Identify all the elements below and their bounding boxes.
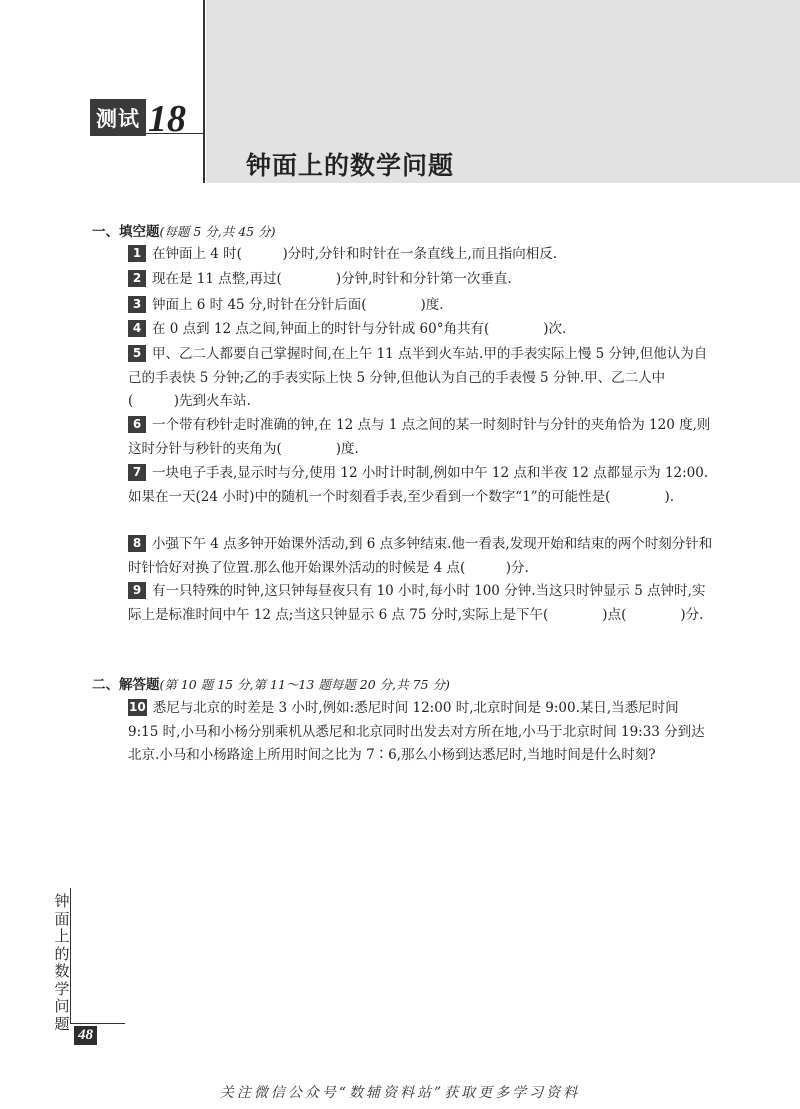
question-number: 3: [128, 296, 146, 313]
question-number: 8: [128, 535, 146, 552]
question-text: 钟面上 6 时 45 分,时针在分针后面( )度.: [152, 297, 444, 313]
question-number: 4: [128, 320, 146, 337]
question-number: 5: [128, 345, 146, 362]
page-title: 钟面上的数学问题: [246, 151, 455, 180]
question-2: [128, 268, 713, 292]
question-9: [128, 580, 713, 627]
question-text: 现在是 11 点整,再过( )分钟,时针和分针第一次垂直.: [152, 271, 512, 287]
section1-title: 一、填空题: [92, 224, 160, 240]
question-5: [128, 343, 713, 414]
question-8: [128, 533, 713, 580]
test-badge: [90, 100, 186, 138]
section2-note: (第 10 题 15 分,第 11～13 题每题 20 分,共 75 分): [159, 677, 450, 692]
question-6: [128, 414, 713, 461]
question-text: 一块电子手表,显示时与分,使用 12 小时计时制,例如中午 12 点和半夜 12 点都显示为 12:00.如果在一天(24 小时)中的随机一个时刻看手表,至少看到一个数字“1”的可能性是( ).: [128, 465, 709, 505]
test-number: 18: [148, 98, 186, 140]
question-text: 悉尼与北京的时差是 3 小时,例如:悉尼时间 12:00 时,北京时间是 9:00.某日,当悉尼时间 9:15 时,小马和小杨分别乘机从悉尼和北京同时出发去对方所在地,小马于北京时间 19:33 分到达北京.小马和小杨路途上所用时间之比为 7∶6,那么小杨到达悉尼时,当地时间是什么时刻?: [128, 700, 705, 763]
test-label: 测试: [90, 99, 146, 136]
section2-heading: [92, 673, 450, 693]
sidebar-divider-horizontal: [70, 1023, 125, 1024]
question-number: 1: [128, 245, 146, 262]
question-text: 在钟面上 4 时( )分时,分针和时针在一条直线上,而且指向相反.: [152, 246, 558, 262]
section1-heading: [92, 220, 275, 240]
question-text: 在 0 点到 12 点之间,钟面上的时针与分针成 60°角共有( )次.: [152, 321, 567, 337]
question-7: [128, 462, 713, 509]
question-number: 9: [128, 582, 146, 599]
sidebar-chapter-label: 钟面上的数学问题: [54, 892, 70, 1033]
question-number: 7: [128, 464, 146, 481]
question-10: [128, 697, 713, 768]
question-number: 6: [128, 416, 146, 433]
question-1: [128, 243, 713, 267]
section2-title: 二、解答题: [92, 677, 160, 693]
page-number: 48: [74, 1026, 97, 1045]
question-text: 甲、乙二人都要自己掌握时间,在上午 11 点半到火车站.甲的手表实际上慢 5 分钟,但他认为自己的手表快 5 分钟;乙的手表实际上快 5 分钟,但他认为自己的手表慢 5 分钟.甲、乙二人中( )先到火车站.: [128, 346, 708, 409]
sidebar-divider-vertical: [70, 888, 71, 1023]
question-text: 小强下午 4 点多钟开始课外活动,到 6 点多钟结束.他一看表,发现开始和结束的两个时刻分针和时针恰好对换了位置.那么他开始课外活动的时候是 4 点( )分.: [128, 536, 713, 576]
footer-note: 关注微信公众号“数辅资料站”获取更多学习资料: [219, 1085, 581, 1101]
question-text: 有一只特殊的时钟,这只钟每昼夜只有 10 小时,每小时 100 分钟.当这只时钟显示 5 点钟时,实际上是标准时间中午 12 点;当这只钟显示 6 点 75 分时,实际上是下午( )点( )分.: [128, 583, 706, 623]
section1-note: (每题 5 分,共 45 分): [159, 224, 276, 239]
question-3: [128, 294, 713, 318]
question-number: 2: [128, 270, 146, 287]
header-divider-vertical: [203, 0, 205, 183]
question-text: 一个带有秒针走时准确的钟,在 12 点与 1 点之间的某一时刻时针与分针的夹角恰为 120 度,则这时分针与秒针的夹角为( )度.: [128, 417, 711, 457]
question-4: [128, 318, 713, 342]
question-number: 10: [129, 700, 146, 714]
